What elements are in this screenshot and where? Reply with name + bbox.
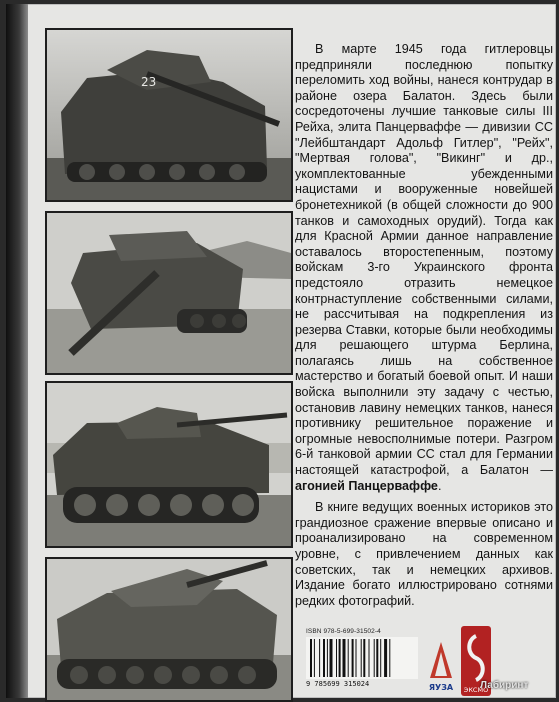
photo-self-propelled-gun: [45, 557, 293, 702]
spine-band: [6, 4, 28, 698]
photo-panzer-iv: [45, 28, 293, 202]
svg-text:ЭКСМО: ЭКСМО: [463, 686, 489, 694]
description-text: [295, 42, 553, 615]
publisher-logo-yauza: [426, 638, 456, 694]
paragraph-2: В книге ведущих военных историков это грандиозное сражение впервые описано и проанализировано на современном уровне, с привлечением данных как советских, так и немецких архивов. Издание богато иллюстрировано сотнями редких фотографий.: [295, 500, 553, 608]
back-cover: [6, 4, 556, 698]
paragraph-1: В марте 1945 года гитлеровцы предприняли последнюю попытку переломить ход войны, нанеся контрудар в районе озера Балатон. Здесь были сосредоточены лучшие танковые силы III Рейха, элита Панцерваффе — дивизии СС "Лейбштандарт Адольф Гитлер", "Рейх", "Мертвая голова", "Викинг" и др., укомплектованные убежденными нацистами и вооруженные новейшей бронетехникой (в общей сложности до 900 танков и самоходных орудий). Тогда как для Красной Армии данное направление оставалось второстепенным, поэтому войскам 3-го Украинского фронта предстояло отразить немецкое контрнаступление собственными силами, не рассчитывая на подкрепления из резерва Ставки, которые были необходимы для решающего штурма Берлина, полагаясь лишь на собственное мастерство и богатый боевой опыт. И наши войска выполнили эту задачу с честью, остановив лавину немецких танков, нанеся противнику решительное поражение и огромные невосполнимые потери. Разгром 6-й танковой армии СС стал для Германии настоящей катастрофой, а Балатон — агонией Панцерваффе.: [295, 42, 553, 493]
barcode-block: [306, 628, 424, 690]
barcode: [306, 637, 418, 679]
emphasis-text: агонией Панцерваффе: [295, 478, 438, 493]
svg-text:ЯУЗА: ЯУЗА: [428, 683, 454, 692]
svg-text:23: 23: [141, 75, 157, 89]
watermark: Лабиринт: [480, 680, 529, 691]
barcode-digits: 9 785699 315024: [306, 680, 370, 688]
isbn-label: ISBN 978-5-699-31502-4: [306, 628, 381, 635]
photo-panther-tank: [45, 381, 293, 548]
photo-destroyed-tank-destroyer: [45, 211, 293, 375]
